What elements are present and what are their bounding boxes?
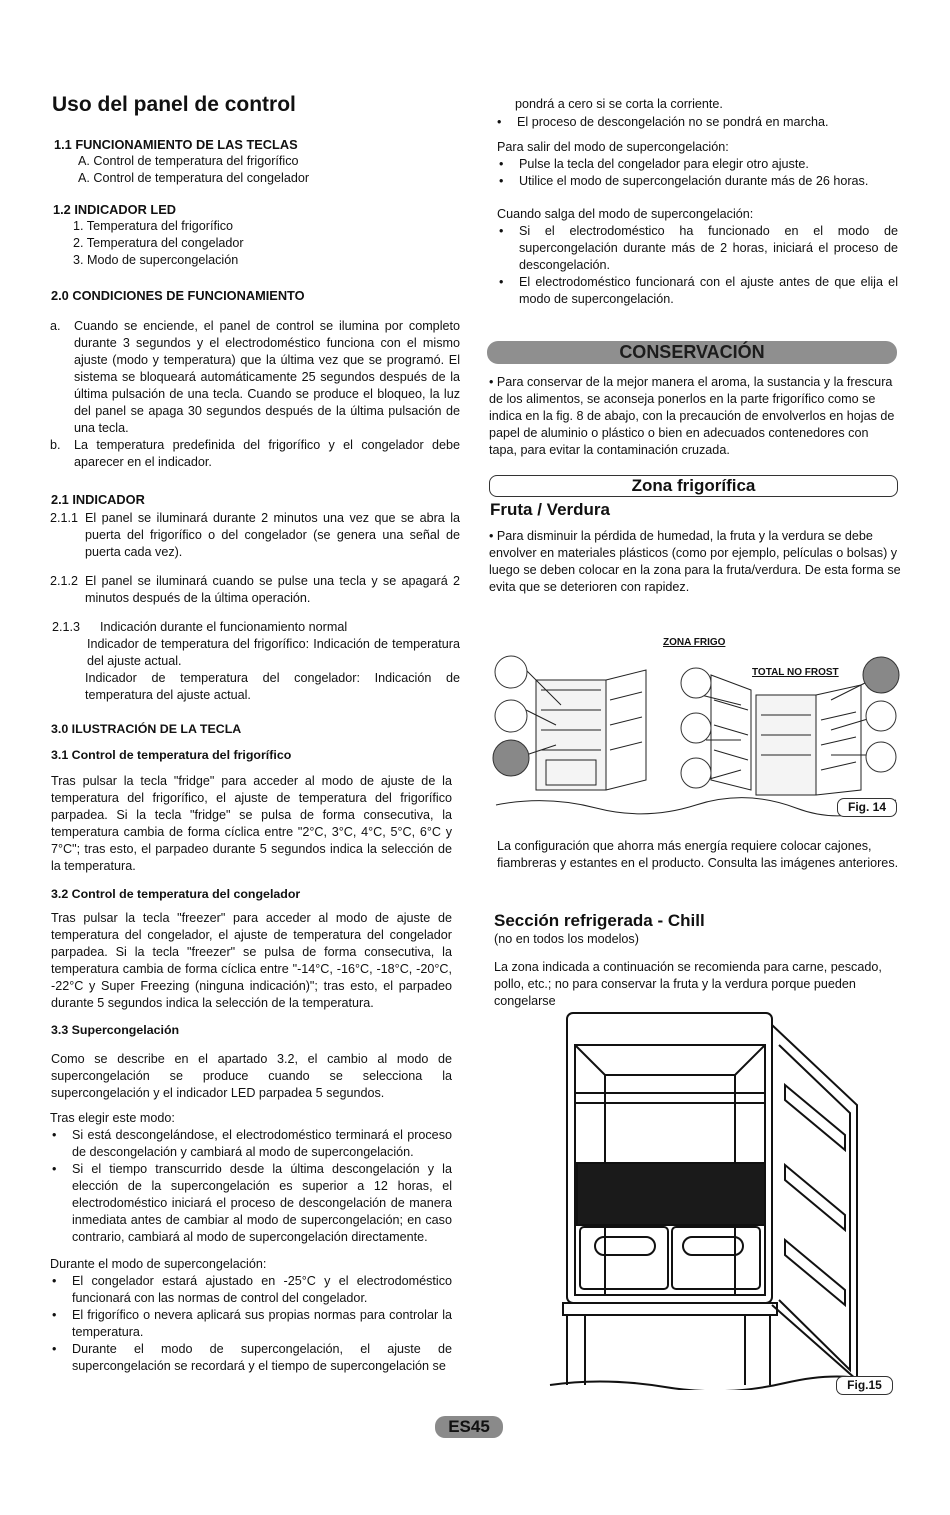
list-item: 2. Temperatura del congelador — [73, 236, 244, 250]
list-intro: Cuando salga del modo de supercongelación: — [497, 207, 754, 221]
fig14-fridge-zones-illustration — [486, 630, 906, 825]
list-item: A. Control de temperatura del congelador — [78, 171, 310, 185]
list-intro: Durante el modo de supercongelación: — [50, 1257, 267, 1271]
list-intro: Tras elegir este modo: — [50, 1111, 175, 1125]
section-3-3-body: Como se describe en el apartado 3.2, el cambio al modo de supercongelación se produce cuando se selecciona la supercongelación y el indicador LED parpadea 5 segundos. — [51, 1052, 452, 1100]
section-heading: 1.2 INDICADOR LED — [53, 202, 177, 217]
section-heading: 2.0 CONDICIONES DE FUNCIONAMIENTO — [51, 288, 305, 303]
config-text: La configuración que ahorra más energía requiere colocar cajones, fiambreras y estantes en el producto. Consulta las imágenes anteriores. — [497, 839, 899, 870]
freezer-indicator-text: Indicador de temperatura del congelador: Indicación de temperatura del ajuste actual. — [85, 671, 460, 702]
section-heading: 3.1 Control de temperatura del frigorífico — [51, 748, 292, 762]
list-item: a. Cuando se enciende, el panel de control se ilumina por completo durante 3 segundos y el electrodoméstico funciona con el mismo ajuste (modo y temperatura) que la última vez que se programó. El sistema se bloqueará automáticamente 25 segundos después de la última pulsación de una tecla. Cuando se produce el bloqueo, la luz del panel se apaga 30 segundos después de la última pulsación de una tecla. — [50, 319, 460, 435]
list-item: b. La temperatura predefinida del frigorífico y el congelador debe aparecer en el indicador. — [50, 438, 460, 469]
section-heading: 3.0 ILUSTRACIÓN DE LA TECLA — [51, 722, 242, 736]
page-number-badge: ES45 — [435, 1416, 503, 1438]
section-3-3-during — [50, 1256, 452, 1375]
fridge-indicator-text: Indicador de temperatura del frigorífico: Indicación de temperatura del ajuste actual. — [87, 637, 460, 668]
zona-frigorifica-banner: Zona frigorífica — [489, 475, 898, 497]
fig15-label: Fig.15 — [836, 1376, 893, 1395]
section-heading: 3.3 Supercongelación — [51, 1023, 180, 1037]
chill-text: La zona indicada a continuación se recomienda para carne, pescado, pollo, etc.; no para conservar la fruta y la verdura porque pueden congelarse — [494, 960, 882, 1008]
conservacion-text: • Para conservar de la mejor manera el aroma, la sustancia y la frescura de los alimentos, se aconseja ponerlos en la parte frigorífico como se indica en la fig. 8 de abajo, con la precaución de envolverlos en hojas de papel de aluminio o plástico o bien en adecuados contenedores con tapa, para evitar la contaminación cruzada. — [489, 375, 895, 457]
list-item: 1. Temperatura del frigorífico — [73, 219, 234, 233]
section-3-1-body: Tras pulsar la tecla "fridge" para acceder al modo de ajuste de la temperatura del frigorífico, el ajuste de temperatura del frigorífico parpadea. Si la tecla "fridge" se pulsa de forma consecutiva, la temperatura cambia de forma cíclica entre "2°C, 3°C, 4°C, 5°C, 6°C y 7°C"; tras esto, el parpadeo durante 5 segundos indica la selección de la temperatura. — [51, 774, 452, 873]
section-3-3-after — [50, 1110, 452, 1246]
continued-bullet: • El proceso de descongelación no se pondrá en marcha. — [497, 115, 829, 129]
page-title: Uso del panel de control — [52, 93, 296, 116]
section-heading: 1.1 FUNCIONAMIENTO DE LAS TECLAS — [54, 137, 298, 152]
list-item: 3. Modo de supercongelación — [73, 253, 239, 267]
section-3-2-body: Tras pulsar la tecla "freezer" para acceder al modo de ajuste de temperatura del congelador, el ajuste de temperatura del congelador parpadea. Si la tecla "freezer" se pulsa de forma consecutiva, la temperatura cambia de forma cíclica entre "-14°C, -16°C, -18°C, -20°C, -22°C y Super Freezing (ninguna indicación)"; tras esto, el parpadeo durante 5 segundos indica la selección de la temperatura. — [51, 911, 452, 1010]
fig14-label: Fig. 14 — [837, 798, 897, 817]
list-item: 2.1.3 Indicación durante el funcionamiento normal — [52, 620, 348, 634]
section-heading: 3.2 Control de temperatura del congelador — [51, 887, 301, 901]
section-1-2 — [53, 201, 453, 269]
list-item: • Utilice el modo de supercongelación durante más de 26 horas. — [499, 174, 869, 188]
section-2-1-body — [50, 510, 460, 704]
list-item: • Si está descongelándose, el electrodoméstico terminará el proceso de descongelación y cambiará al modo de supercongelación. — [52, 1128, 452, 1159]
total-no-frost-label: TOTAL NO FROST — [752, 667, 839, 678]
list-item: • El electrodoméstico funcionará con el ajuste antes de que elija el modo de supercongelación. — [499, 275, 898, 306]
list-item: 2.1.2 El panel se iluminará cuando se pulse una tecla y se apagará 2 minutos después de la última operación. — [50, 574, 460, 605]
exit-list — [497, 139, 897, 190]
zona-frigo-label: ZONA FRIGO — [663, 637, 726, 648]
chill-subheading: (no en todos los modelos) — [494, 932, 639, 946]
list-item: • El congelador estará ajustado en -25°C y el electrodoméstico funcionará con las normas de control del congelador. — [52, 1274, 452, 1305]
list-item: • Durante el modo de supercongelación, el ajuste de supercongelación se recordará y el tiempo de supercongelación se — [52, 1342, 452, 1373]
section-heading: 2.1 INDICADOR — [51, 492, 145, 507]
list-item: • Pulse la tecla del congelador para elegir otro ajuste. — [499, 157, 809, 171]
fig15-fridge-chill-illustration — [545, 1005, 890, 1390]
leave-list — [497, 206, 898, 308]
chill-heading: Sección refrigerada - Chill — [494, 911, 705, 930]
section-2-0-body — [50, 318, 460, 471]
fruta-verdura-text: • Para disminuir la pérdida de humedad, la fruta y la verdura se debe envolver en materiales plásticos (como por ejemplo, películas o bolsas) y luego se deben colocar en la zona para la fruta/verdura. De esta forma se evita que se deterioren con rapidez. — [489, 529, 901, 594]
list-item: 2.1.1 El panel se iluminará durante 2 minutos una vez que se abra la puerta del frigorífico o del congelador (se genera una señal de puerta cada vez). — [50, 511, 460, 559]
conservacion-banner: CONSERVACIÓN — [487, 341, 897, 364]
fruta-verdura-heading: Fruta / Verdura — [490, 500, 610, 519]
list-item: • Si el tiempo transcurrido desde la última descongelación y la elección de la supercongelación es superior a 12 horas, el electrodoméstico iniciará el proceso de descongelación de manera inmediata antes de cambiar al modo de supercongelación; en caso contrario, cambiará al modo de supercongelación directamente. — [52, 1162, 452, 1244]
section-1-1 — [54, 136, 454, 187]
list-item: A. Control de temperatura del frigorífico — [78, 154, 299, 168]
list-intro: Para salir del modo de supercongelación: — [497, 140, 729, 154]
list-item: • Si el electrodoméstico ha funcionado en el modo de supercongelación durante más de 2 horas, iniciará el proceso de descongelación. — [499, 224, 898, 272]
list-item: • El frigorífico o nevera aplicará sus propias normas para controlar la temperatura. — [52, 1308, 452, 1339]
continued-text: pondrá a cero si se corta la corriente. — [515, 97, 723, 111]
